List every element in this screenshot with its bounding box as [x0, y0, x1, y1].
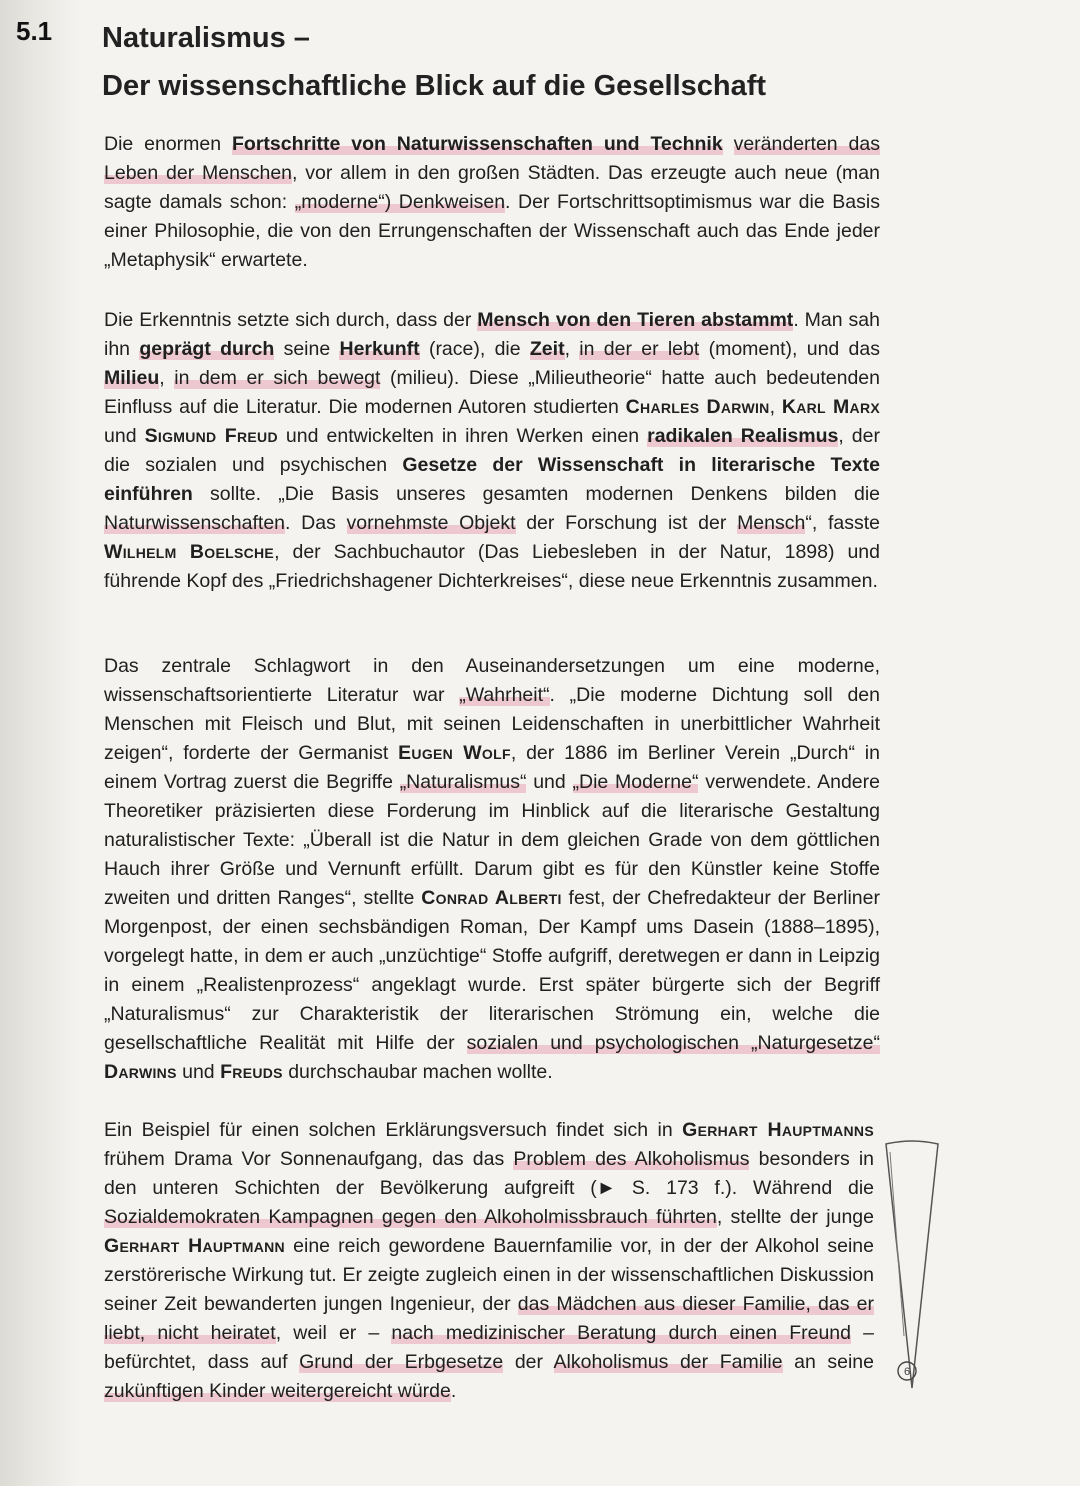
highlighted-text: vornehmste Objekt — [346, 512, 516, 534]
author-name: Gerhart Hauptmann — [104, 1235, 285, 1257]
author-name: Gerhart Hauptmanns — [682, 1119, 874, 1141]
author-name: Conrad Alberti — [421, 887, 562, 909]
section-number: 5.1 — [16, 16, 53, 46]
author-name: Wilhelm Boelsche — [104, 541, 275, 563]
text-run: Die Erkenntnis setzte sich durch, dass der — [104, 309, 478, 331]
highlighted-text: Grund der Erbgesetze — [299, 1351, 504, 1373]
text-run: , — [159, 367, 175, 389]
text-run: , der Sachbuchautor (Das Liebesleben in der Natur, 1898) und führende Kopf des „Friedrichshagener Dichterkreises“, diese neue Erkenntnis zusammen. — [104, 541, 881, 592]
highlighted-text: in der er lebt — [579, 338, 700, 360]
text-run — [723, 133, 734, 155]
text-run: besonders in den unteren Schichten der Bevölkerung aufgreift (► S. 173 f.). Während die — [104, 1148, 875, 1199]
text-run: und — [176, 1061, 221, 1083]
text-run: Das zentrale Schlagwort in den Auseinandersetzungen um eine moderne, wissenschaftsorientierte Literatur war — [104, 655, 880, 706]
highlighted-text: radikalen Realismus — [647, 425, 839, 447]
author-name: Sigmund Freud — [144, 425, 278, 447]
text-run: frühem Drama Vor Sonnenaufgang, das das — [104, 1148, 514, 1170]
highlighted-text: das Mädchen aus dieser Familie, das er liebt, nicht heiratet — [104, 1293, 874, 1344]
highlighted-text: Fortschritte von Naturwissenschaften und Technik — [232, 133, 723, 155]
text-run: . — [450, 1380, 457, 1402]
author-name: Freuds — [220, 1061, 283, 1083]
text-run: (race), die — [419, 338, 530, 360]
circled-number-mark — [896, 1360, 918, 1382]
text-run: , — [564, 338, 580, 360]
text-run: durchschaubar machen wollte. — [282, 1061, 553, 1083]
text-run: seine — [274, 338, 340, 360]
highlighted-text: Sozialdemokraten Kampagnen gegen den Alkoholmissbrauch führten — [104, 1206, 717, 1228]
highlighted-text: veränderten das Leben der Menschen — [104, 133, 880, 184]
author-name: Eugen Wolf — [398, 742, 511, 764]
text-run: und — [104, 425, 145, 447]
highlighted-text: Problem des Alkoholismus — [513, 1148, 750, 1170]
scan-margin-shadow — [0, 0, 80, 1486]
highlighted-text: in dem er sich bewegt — [174, 367, 381, 389]
text-run: . Der Fortschrittsoptimismus war die Basis einer Philosophie, die von den Errungenschaften der Wissenschaft auch das Ende jeder „Metaphysik“ erwartete. — [104, 191, 880, 271]
text-run: Ein Beispiel für einen solchen Erklärungsversuch findet sich in — [104, 1119, 683, 1141]
highlighted-text: Mensch — [737, 512, 806, 534]
paragraph-3 — [104, 652, 880, 1087]
text-run: . Das — [285, 512, 347, 534]
text-run: (milieu). Diese „Milieutheorie“ hatte auch bedeutenden Einfluss auf die Literatur. Die modernen Autoren studierten — [104, 367, 880, 418]
text-run: – befürchtet, dass auf — [104, 1322, 874, 1373]
text-run: “, fasste — [805, 512, 880, 534]
title-line-2: Der wissenschaftliche Blick auf die Gesellschaft — [102, 70, 767, 102]
text-run: , vor allem in den großen Städten. Das erzeugte auch neue (man sagte damals schon: — [104, 162, 880, 213]
text-run: und entwickelten in ihren Werken einen — [277, 425, 648, 447]
highlighted-text: Herkunft — [339, 338, 420, 360]
text-run: , der 1886 im Berliner Verein „Durch“ in einem Vortrag zuerst die Begriffe — [104, 742, 880, 793]
highlighted-text: „Naturalismus“ — [399, 771, 527, 793]
text-run: , — [769, 396, 782, 418]
highlighted-text: Alkoholismus der Familie — [553, 1351, 783, 1373]
circled-number-text: 6 — [903, 1366, 911, 1378]
text-run: und — [526, 771, 573, 793]
text-run: verwendete. Andere Theoretiker präzisierten diese Forderung im Hinblick auf die literarische Gestaltung naturalistischer Texte: „Überall ist die Natur in dem gleichen Grade von dem göttlichen Hauch ihrer Größe und Vernunft erfüllt. Darum gibt es für den Künstler keine Stoffe zweiten und dritten Ranges“, stellte — [104, 771, 880, 909]
paragraph-2 — [104, 306, 880, 596]
paragraph-1 — [104, 130, 880, 275]
text-run: . Man sah ihn — [104, 309, 880, 360]
text-run: Die enormen — [104, 133, 232, 155]
paragraph-4 — [104, 1116, 874, 1406]
highlighted-text: „Die Moderne“ — [572, 771, 699, 793]
text-run: (moment), und das — [699, 338, 880, 360]
author-name: Karl Marx — [781, 396, 880, 418]
author-name: Darwins — [104, 1061, 177, 1083]
text-run: fest, der Chefredakteur der Berliner Morgenpost, der einen sechsbändigen Roman, Der Kampf ums Dasein (1888–1895), vorgelegt hatte, in dem er auch „unzüchtige“ Stoffe aufgriff, deretwegen er dann in Leipzig in einem „Realistenprozess“ angeklagt wurde. Erst später bürgerte sich der Begriff „Naturalismus“ zur Charakteristik der literarischen Strömung ein, welche die gesellschaftliche Realität mit Hilfe der — [104, 887, 880, 1054]
highlighted-text: sozialen und psychologischen „Naturgesetze“ — [466, 1032, 880, 1054]
highlighted-text: „Wahrheit“ — [459, 684, 550, 706]
text-run: , stellte der junge — [716, 1206, 874, 1228]
text-run: eine reich gewordene Bauernfamilie vor, in der der Alkohol seine zerstörerische Wirkung tut. Er zeigte zugleich einen in der wissenschaftlichen Diskussion seiner Zeit bewanderten jungen Ingenieur, der — [104, 1235, 874, 1315]
author-name: Charles Darwin — [625, 396, 770, 418]
text-run: der — [503, 1351, 554, 1373]
highlighted-text: zukünftigen Kinder weitergereicht würde — [104, 1380, 451, 1402]
title-line-1: Naturalismus – — [102, 22, 310, 54]
text-run: an seine — [782, 1351, 874, 1373]
highlighted-text: Zeit — [529, 338, 565, 360]
section-title — [102, 14, 766, 110]
margin-funnel-drawing — [882, 1136, 942, 1396]
highlighted-text: nach medizinischer Beratung durch einen Freund — [391, 1322, 851, 1344]
highlighted-text: Mensch von den Tieren abstammt — [477, 309, 794, 331]
text-run: . „Die moderne Dichtung soll den Menschen mit Fleisch und Blut, mit seinen Leidenschaften in unerbittlicher Wahrheit zeigen“, forderte der Germanist — [104, 684, 880, 764]
highlighted-text: Milieu — [104, 367, 160, 389]
text-run: der Forschung ist der — [515, 512, 738, 534]
text-run: Gesetze der Wissenschaft in literarische Texte einführen — [104, 454, 880, 505]
text-run: sollte. „Die Basis unseres gesamten modernen Denkens bilden die — [192, 483, 880, 505]
text-run: , der die sozialen und psychischen — [104, 425, 880, 476]
highlighted-text: geprägt durch — [139, 338, 275, 360]
text-run: , weil er – — [275, 1322, 392, 1344]
highlighted-text: „moderne“) Denkweisen — [294, 191, 506, 213]
highlighted-text: Naturwissenschaften — [104, 512, 286, 534]
